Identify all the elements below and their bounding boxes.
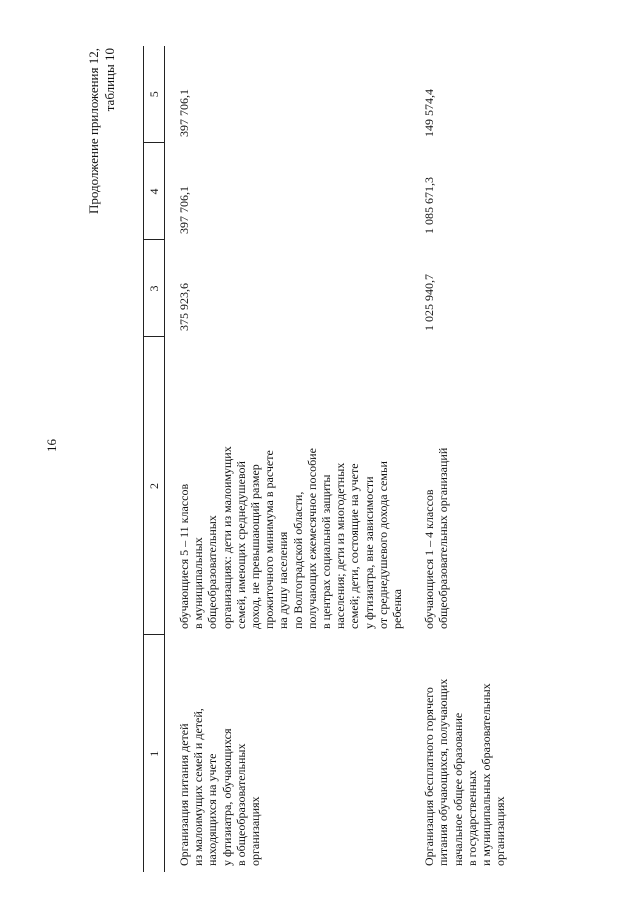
appendix-table — [143, 46, 515, 872]
continuation-heading — [86, 48, 118, 308]
column-header-4: 4 — [144, 143, 165, 240]
column-header-3: 3 — [144, 240, 165, 337]
activity-cell — [165, 635, 413, 872]
value-col-4: 397 706,1 — [177, 186, 191, 234]
table-row — [165, 46, 413, 872]
value-col-5: 397 706,1 — [177, 89, 191, 137]
recipients-text: обучающиеся 5 – 11 классов в муниципальных общеобразовательных организациях: дети из малоимущих семей, имеющих среднедушевой доход, не превышающий размер прожиточного минимума в расчете на душу населения по Волгоградской области, получающих ежемесячное пособие в центрах социальной защиты населения; дети из многодетных семей; дети, состоящие на учете у фтизиатра, вне зависимости от среднедушевого дохода семьи ребенка — [177, 446, 405, 629]
recipients-text: обучающиеся 1 – 4 классов общеобразовательных организаций — [422, 447, 451, 629]
value-col-3: 375 923,6 — [177, 283, 191, 331]
value-col-3: 1 025 940,7 — [422, 274, 437, 331]
continuation-line-2: таблицы 10 — [102, 48, 117, 112]
recipients-cell — [412, 337, 515, 635]
column-header-2: 2 — [144, 337, 165, 635]
activity-text: Организация питания детей из малоимущих семей и детей, находящихся на учете у фтизиатра, обучающихся в общеобразовательных организациях — [177, 708, 263, 866]
value-col-5: 149 574,4 — [422, 89, 437, 137]
recipients-cell — [165, 337, 413, 635]
value-col-4: 1 085 671,3 — [422, 177, 437, 234]
column-header-1: 1 — [144, 635, 165, 872]
rotated-content — [0, 40, 640, 880]
continuation-line-1: Продолжение приложения 12, — [86, 48, 101, 215]
page-number: 16 — [44, 439, 59, 452]
activity-text: Организация бесплатного горячего питания обучающихся, получающих начальное общее образование в государственных и муниципальных образовательных организациях — [422, 678, 508, 866]
column-header-5: 5 — [144, 46, 165, 143]
activity-cell — [412, 635, 515, 872]
table-header-row — [144, 46, 165, 872]
table-row — [412, 46, 515, 872]
